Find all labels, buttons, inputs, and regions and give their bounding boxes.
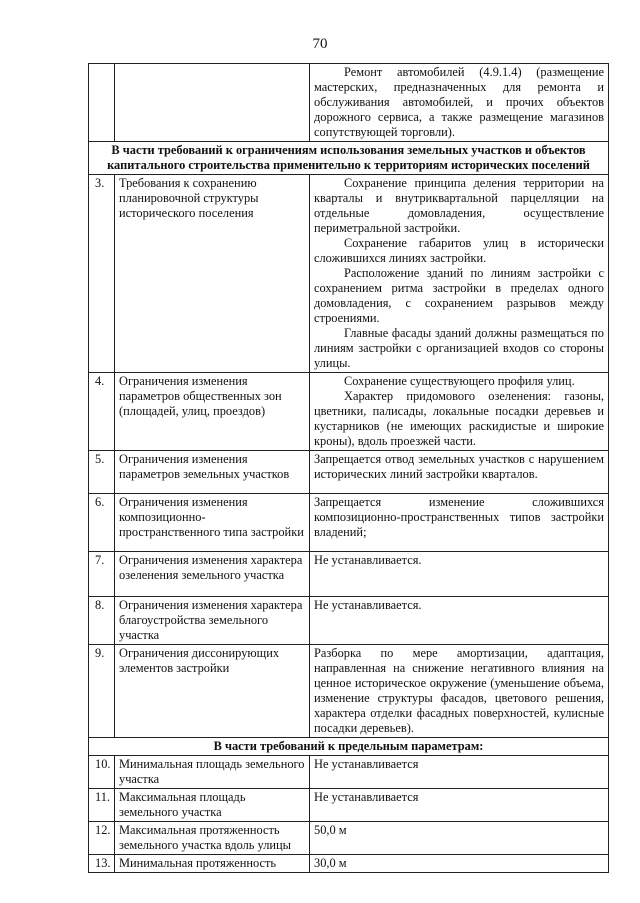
row-title: Минимальная протяженность: [115, 855, 310, 873]
page-number: 70: [312, 36, 328, 52]
description-paragraph: Запрещается изменение сложившихся композиционно-пространственных типов застройки владений;: [314, 495, 604, 539]
description-paragraph: 30,0 м: [314, 856, 347, 870]
description-paragraph: Не устанавливается: [314, 790, 419, 804]
description-text: Ремонт автомобилей (4.9.1.4) (размещение мастерских, предназначенных для ремонта и обслуживания автомобилей, и прочих объектов дорожного сервиса, а также размещение магазинов сопутствующей торговли).: [314, 65, 604, 139]
description-paragraph: Не устанавливается.: [314, 598, 422, 612]
row-number: 12.: [89, 822, 115, 855]
description-paragraph: Не устанавливается.: [314, 553, 422, 567]
row-number: 9.: [89, 645, 115, 738]
description-paragraph: 50,0 м: [314, 823, 347, 837]
table-row: [89, 552, 609, 597]
table-row: [89, 175, 609, 373]
row-title: Максимальная площадь земельного участка: [115, 789, 310, 822]
description-paragraph: Характер придомового озеленения: газоны, цветники, палисады, локальные посадки деревьев и кустарников (не имеющих раскидистые и широкие кроны), вдоль проезжей части.: [314, 389, 604, 448]
table-row: [89, 64, 609, 142]
section-header-limits: В части требований к предельным параметрам:: [89, 738, 609, 756]
row-title-cell: [115, 64, 310, 142]
row-title: Ограничения изменения характера озеленения земельного участка: [115, 552, 310, 597]
section-header-row: [89, 142, 609, 175]
table-row: [89, 451, 609, 494]
row-description-cell: [310, 373, 609, 451]
row-title: Минимальная площадь земельного участка: [115, 756, 310, 789]
description-paragraph: Запрещается отвод земельных участков с нарушением исторических линий застройки кварталов.: [314, 452, 604, 481]
table-row: [89, 494, 609, 552]
description-paragraph: Сохранение существующего профиля улиц.: [344, 374, 575, 388]
row-title: Максимальная протяженность земельного участка вдоль улицы: [115, 822, 310, 855]
table-row: [89, 756, 609, 789]
row-description-cell: [310, 645, 609, 738]
row-description-cell: [310, 64, 609, 142]
description-paragraph: Не устанавливается: [314, 757, 419, 771]
row-title: Ограничения диссонирующих элементов застройки: [115, 645, 310, 738]
row-description-cell: [310, 175, 609, 373]
table-row: [89, 597, 609, 645]
description-paragraph: Расположение зданий по линиям застройки с сохранением ритма застройки в пределах одного домовладения, с сохранением разрывов между строениями.: [314, 266, 604, 325]
row-number: 13.: [89, 855, 115, 873]
row-description-cell: [310, 597, 609, 645]
description-paragraph: Разборка по мере амортизации, адаптация, направленная на снижение негативного влияния на ценное историческое окружение (уменьшение объема, изменение структуры фасадов, цветового решения, характера отделки фасадных поверхностей, кулисные посадки деревьев).: [314, 646, 604, 735]
row-number: 3.: [89, 175, 115, 373]
row-description-cell: [310, 756, 609, 789]
row-title: Ограничения изменения параметров земельных участков: [115, 451, 310, 494]
row-description-cell: [310, 451, 609, 494]
row-description-cell: [310, 494, 609, 552]
row-number: 5.: [89, 451, 115, 494]
section-header-restrictions: В части требований к ограничениям использования земельных участков и объектов капитального строительства применительно к территориям исторических поселений: [89, 142, 609, 175]
row-number-cell: [89, 64, 115, 142]
table-row: [89, 789, 609, 822]
table-row: [89, 645, 609, 738]
row-description-cell: [310, 822, 609, 855]
row-number: 7.: [89, 552, 115, 597]
row-number: 8.: [89, 597, 115, 645]
description-paragraph: Сохранение принципа деления территории на кварталы и внутриквартальной парцелляции на отдельные домовладения, осуществление периметральной застройки.: [314, 176, 604, 235]
row-description-cell: [310, 855, 609, 873]
row-title: Ограничения изменения характера благоустройства земельного участка: [115, 597, 310, 645]
row-number: 4.: [89, 373, 115, 451]
row-number: 11.: [89, 789, 115, 822]
table-row: [89, 855, 609, 873]
table-row: [89, 373, 609, 451]
row-number: 10.: [89, 756, 115, 789]
description-paragraph: Главные фасады зданий должны размещаться по линиям застройки с организацией входов со стороны улицы.: [314, 326, 604, 370]
description-paragraph: Сохранение габаритов улиц в историчеcки сложившихся линиях застройки.: [314, 236, 604, 265]
row-title: Требования к сохранению планировочной структуры исторического поселения: [115, 175, 310, 373]
table-row: [89, 822, 609, 855]
regulations-table: [88, 63, 609, 873]
row-number: 6.: [89, 494, 115, 552]
row-description-cell: [310, 789, 609, 822]
row-title: Ограничения изменения параметров общественных зон (площадей, улиц, проездов): [115, 373, 310, 451]
section-header-row: [89, 738, 609, 756]
row-description-cell: [310, 552, 609, 597]
row-title: Ограничения изменения композиционно-пространственного типа застройки: [115, 494, 310, 552]
